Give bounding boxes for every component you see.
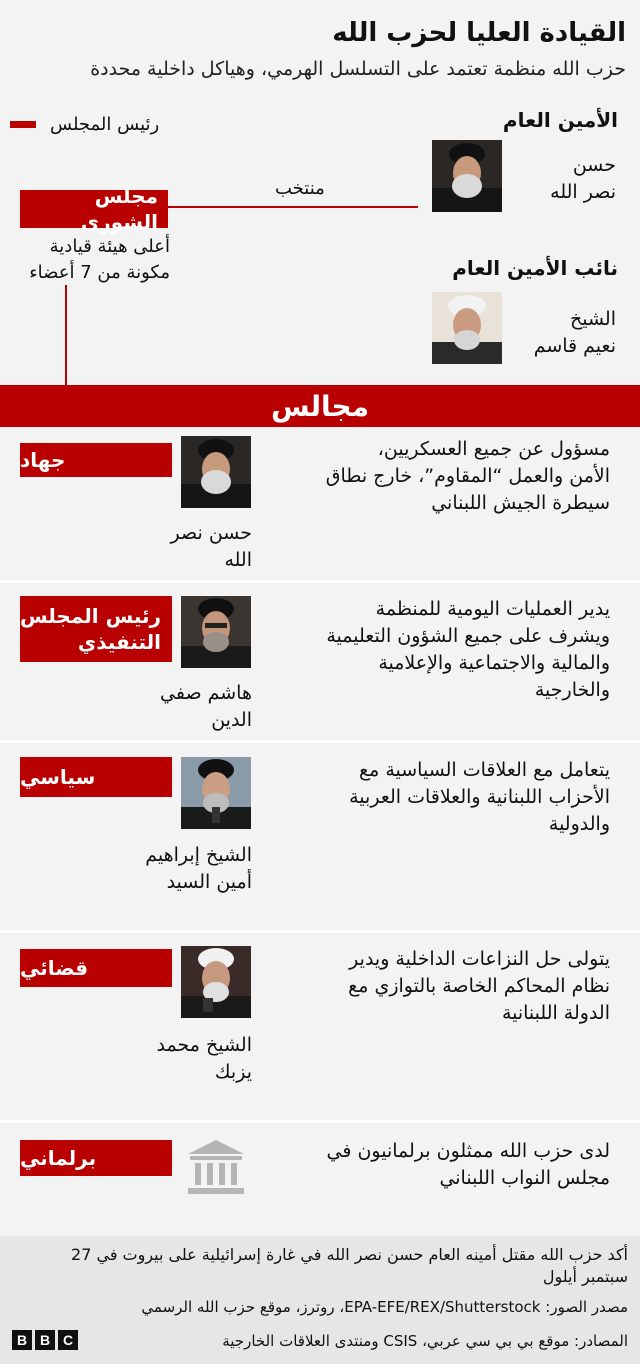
jihad-desc-line: سيطرة الجيش اللبناني bbox=[431, 492, 610, 514]
executive-label-line2: التنفيذي bbox=[77, 630, 162, 654]
shura-council-box: مجلس الشورى bbox=[20, 190, 168, 228]
executive-desc-line: ويشرف على جميع الشؤون التعليمية bbox=[326, 625, 610, 647]
parliament-building-icon bbox=[186, 1138, 246, 1196]
judicial-council-label: قضائي bbox=[20, 949, 172, 987]
footer-note bbox=[8, 1244, 628, 1288]
secretary-general-heading: الأمين العام bbox=[502, 108, 618, 132]
parliamentary-desc-line: لدى حزب الله ممثلون برلمانيون في bbox=[326, 1140, 610, 1162]
shura-desc-line1: أعلى هيئة قيادية bbox=[49, 236, 170, 257]
secretary-general-photo bbox=[432, 140, 502, 212]
political-desc-line: والدولية bbox=[548, 813, 610, 835]
footer-note-line1: أكد حزب الله مقتل أمينه العام حسن نصر الله في غارة إسرائيلية على بيروت في 27 bbox=[71, 1245, 628, 1264]
judicial-desc-line: الدولة اللبنانية bbox=[501, 1002, 610, 1024]
executive-desc-line: والمالية والاجتماعية والإعلامية bbox=[378, 652, 610, 674]
photo-credit: مصدر الصور: EPA-EFE/REX/Shutterstock، روترز، موقع حزب الله الرسمي bbox=[141, 1298, 628, 1316]
council-divider bbox=[0, 930, 640, 933]
jihad-desc-line: الأمن والعمل “المقاوم”، خارج نطاق bbox=[325, 465, 610, 487]
political-head-photo bbox=[181, 757, 251, 829]
shura-connector-line bbox=[168, 206, 418, 208]
political-head-name-line2: أمين السيد bbox=[166, 871, 252, 893]
political-head-name-line1: الشيخ إبراهيم bbox=[145, 844, 252, 866]
jihad-head-name-line2: الله bbox=[224, 549, 252, 571]
shura-description bbox=[10, 234, 170, 286]
jihad-desc-line: مسؤول عن جميع العسكريين، bbox=[377, 438, 610, 460]
shura-desc-line2: مكونة من 7 أعضاء bbox=[29, 262, 170, 283]
political-head-name bbox=[118, 842, 252, 896]
sources-text: المصادر: موقع بي بي سي عربي، CSIS ومنتدى العلاقات الخارجية bbox=[222, 1332, 628, 1350]
executive-head-name-line1: هاشم صفي bbox=[160, 682, 252, 704]
political-desc-line: الأحزاب اللبنانية والعلاقات العربية bbox=[349, 786, 610, 808]
executive-council-description bbox=[280, 596, 610, 704]
deputy-heading: نائب الأمين العام bbox=[452, 256, 618, 280]
jihad-council-description bbox=[280, 436, 610, 517]
executive-desc-line: يدير العمليات اليومية للمنظمة bbox=[375, 598, 610, 620]
deputy-photo bbox=[432, 292, 502, 364]
shura-vertical-line bbox=[65, 285, 67, 385]
legend bbox=[10, 114, 159, 135]
footer-note-line2: سبتمبر أيلول bbox=[542, 1267, 628, 1286]
secretary-general-name-line1: حسن bbox=[572, 154, 616, 176]
bbc-logo-letter: B bbox=[12, 1330, 32, 1350]
political-council-description bbox=[280, 757, 610, 838]
secretary-general-name-line2: نصر الله bbox=[550, 181, 616, 203]
page-subtitle: حزب الله منظمة تعتمد على التسلسل الهرمي، وهياكل داخلية محددة bbox=[90, 58, 626, 80]
councils-banner: مجالس bbox=[0, 385, 640, 427]
bbc-logo-letter: B bbox=[35, 1330, 55, 1350]
bbc-logo-letter: C bbox=[58, 1330, 78, 1350]
shura-elected-label: منتخب bbox=[275, 178, 325, 199]
judicial-desc-line: نظام المحاكم الخاصة بالتوازي مع bbox=[348, 975, 610, 997]
judicial-head-photo bbox=[181, 946, 251, 1018]
deputy-name-line1: الشيخ bbox=[569, 308, 616, 330]
judicial-head-name bbox=[135, 1032, 252, 1086]
judicial-head-name-line2: يزبك bbox=[214, 1061, 252, 1083]
council-divider bbox=[0, 740, 640, 743]
judicial-head-name-line1: الشيخ محمد bbox=[156, 1034, 252, 1056]
page-title: القيادة العليا لحزب الله bbox=[332, 18, 626, 48]
judicial-desc-line: يتولى حل النزاعات الداخلية ويدير bbox=[349, 948, 610, 970]
executive-council-label bbox=[20, 596, 172, 662]
executive-label-line1: رئيس المجلس bbox=[20, 604, 162, 628]
executive-head-name bbox=[140, 680, 252, 734]
legend-swatch bbox=[10, 121, 36, 128]
executive-head-name-line2: الدين bbox=[211, 709, 252, 731]
executive-desc-line: والخارجية bbox=[534, 679, 610, 701]
deputy-name bbox=[534, 306, 616, 360]
bbc-logo bbox=[12, 1330, 78, 1350]
jihad-head-name-line1: حسن نصر bbox=[170, 522, 252, 544]
judicial-council-description bbox=[280, 946, 610, 1027]
legend-label: رئيس المجلس bbox=[50, 114, 160, 135]
jihad-head-photo bbox=[181, 436, 251, 508]
council-divider bbox=[0, 580, 640, 583]
secretary-general-name bbox=[550, 152, 616, 206]
council-divider bbox=[0, 1120, 640, 1123]
deputy-name-line2: نعيم قاسم bbox=[533, 335, 616, 357]
executive-head-photo bbox=[181, 596, 251, 668]
jihad-council-label: جهاد bbox=[20, 443, 172, 477]
parliamentary-council-description bbox=[280, 1138, 610, 1192]
political-council-label: سياسي bbox=[20, 757, 172, 797]
political-desc-line: يتعامل مع العلاقات السياسية مع bbox=[359, 759, 610, 781]
parliamentary-desc-line: مجلس النواب اللبناني bbox=[439, 1167, 610, 1189]
jihad-head-name bbox=[162, 520, 252, 574]
parliamentary-council-label: برلماني bbox=[20, 1140, 172, 1176]
